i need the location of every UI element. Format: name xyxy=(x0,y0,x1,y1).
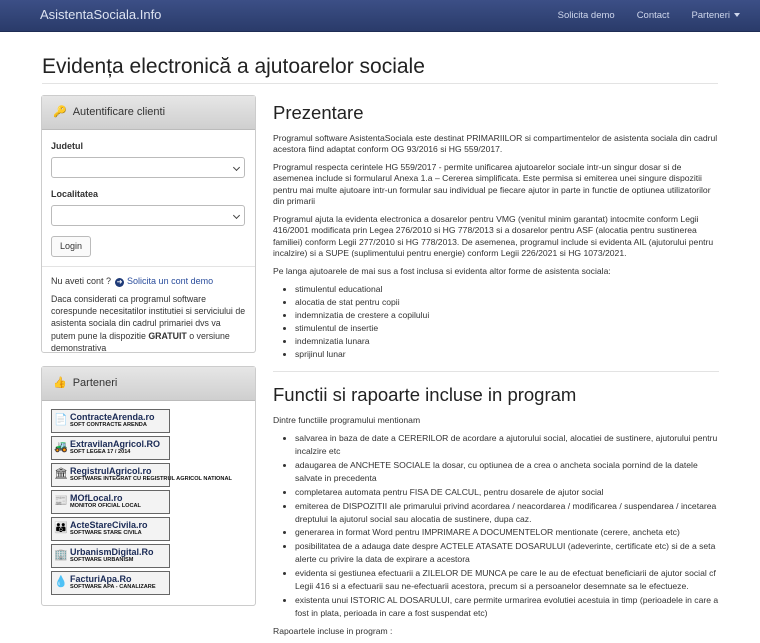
main-content xyxy=(273,100,719,643)
partner-sub: SOFTWARE INTEGRAT CU REGISTRUL AGRICOL NATIONAL xyxy=(70,475,232,482)
assistance-list xyxy=(295,283,719,360)
list-item: • stimulentul de insertie xyxy=(295,322,719,335)
top-navbar xyxy=(0,0,760,32)
partner-name: ContracteArenda.ro xyxy=(70,412,155,423)
brand-link[interactable]: AsistentaSociala.Info xyxy=(40,7,162,23)
key-icon: 🔑 xyxy=(53,105,67,118)
list-item: • generarea in format Word pentru IMPRIMARE A DOCUMENTELOR mentionate (cerere, ancheta etc) xyxy=(295,526,719,539)
partner-name: ExtravilanAgricol.RO xyxy=(70,439,161,450)
judet-select[interactable] xyxy=(51,157,245,178)
list-item: • alocatia de stat pentru copii xyxy=(295,296,719,309)
list-item: • evidenta si gestiunea efectuarii a ZILELOR DE MUNCA pe care le au de efectuat beneficiarii de ajutor social cf Legii 416 si a efectuarii sau ne-efectuarii acestora, precum si a persoanelor desemnate sa le efectueze. xyxy=(295,567,719,593)
login-panel-title: Autentificare clienti xyxy=(72,105,166,118)
list-item: • adaugarea de ANCHETE SOCIALE la dosar, cu optiunea de a crea o ancheta sociala pornind de la datele salvate in precedenta xyxy=(295,459,719,485)
list-item: • sprijinul lunar xyxy=(295,348,719,361)
nav-parteneri-label: Parteneri xyxy=(691,9,730,21)
page-title: Evidența electronică a ajutoarelor sociale xyxy=(42,55,425,78)
partner-sub: MONITOR OFICIAL LOCAL xyxy=(70,502,141,509)
demo-account-link[interactable]: Solicita un cont demo xyxy=(127,276,214,287)
localitate-label: Localitatea xyxy=(51,189,99,200)
partner-name: FacturiApa.Ro xyxy=(70,574,132,585)
partner-name: MOfLocal.ro xyxy=(70,493,123,504)
partner-name: ActeStareCivila.ro xyxy=(70,520,148,531)
partner-sub: SOFT LEGEA 17 / 2014 xyxy=(70,448,131,455)
partner-logo-contractearenda[interactable] xyxy=(51,409,170,433)
functii-title: Functii si rapoarte incluse in program xyxy=(273,383,577,405)
list-item: • existenta unui ISTORIC AL DOSARULUI, care permite urmarirea evolutiei acestuia in timp (perioadele in care a fost in plata, perioada in care a fost suspendat etc) xyxy=(295,594,719,620)
people-icon: 👪 xyxy=(54,522,68,535)
list-item: • stimulentul educational xyxy=(295,283,719,296)
title-divider xyxy=(42,83,718,84)
partner-logo-facturiapa[interactable] xyxy=(51,571,170,595)
caret-down-icon xyxy=(734,13,740,17)
list-item: • emiterea de DISPOZITII ale primarului privind acordarea / neacordarea / modificarea / suspendarea / incetarea dreptului la ajutorul social sau alocatia de sustinere, dupa caz. xyxy=(295,500,719,526)
prezentare-p4: Pe langa ajutoarele de mai sus a fost inclusa si evidenta altor forme de asistenta sociala: xyxy=(273,265,611,276)
login-button[interactable]: Login xyxy=(51,236,91,257)
list-item: • salvarea in baza de date a CERERILOR de acordare a ajutorului social, alocatiei de sustinere, ajutorului pentru incalzire etc xyxy=(295,432,719,458)
section-divider xyxy=(273,371,719,372)
thumbs-up-icon: 👍 xyxy=(53,376,67,389)
login-divider xyxy=(42,266,255,267)
judet-label: Judetul xyxy=(51,141,84,151)
partners-panel-title: Parteneri xyxy=(72,376,118,389)
no-account-text: Nu aveti cont ? xyxy=(51,276,112,287)
info-bold: GRATUIT xyxy=(148,330,187,341)
partner-name: UrbanismDigital.Ro xyxy=(70,547,154,558)
info-pre: Daca considerati ca programul software corespunde necesitatilor institutiei si serviciului de asistenta sociala din cadrul primariei dvs va putem pune la dispozitie xyxy=(51,294,246,341)
nav-parteneri-dropdown[interactable] xyxy=(691,9,740,23)
nav-links xyxy=(558,9,740,23)
partner-sub: SOFTWARE URBANISM xyxy=(70,556,134,563)
seal-icon: 🏛 xyxy=(54,468,68,481)
partners-panel xyxy=(41,366,256,606)
functii-intro: Dintre functiile programului mentionam xyxy=(273,414,421,425)
building-icon: 🏢 xyxy=(54,549,68,562)
nav-contact[interactable]: Contact xyxy=(636,9,670,21)
document-icon: 📄 xyxy=(54,414,68,427)
list-item: • posibilitatea de a adauga date despre ACTELE ATASATE DOSARULUI (adeverinte, certificate etc) si de a seta alerte cu privire la data de expirare a acestora xyxy=(295,540,719,566)
tractor-icon: 🚜 xyxy=(54,441,68,454)
list-item: • indemnizatia lunara xyxy=(295,335,719,348)
login-panel xyxy=(41,95,256,353)
partner-logo-moflocal[interactable] xyxy=(51,490,170,514)
partner-sub: SOFT CONTRACTE ARENDA xyxy=(70,421,147,428)
prezentare-p1: Programul software AsistentaSociala este destinat PRIMARIILOR si compartimentelor de asistenta sociala din cadrul acestora fiind adaptat conform OG 93/2016 si HG 559/2017. xyxy=(273,132,718,155)
partner-logo-urbanismdigital[interactable] xyxy=(51,544,170,568)
partner-sub: SOFTWARE APA - CANALIZARE xyxy=(70,583,156,590)
newspaper-icon: 📰 xyxy=(54,495,68,508)
demo-info-text xyxy=(51,293,246,354)
partners-panel-heading xyxy=(42,367,255,401)
nav-solicita-demo[interactable]: Solicita demo xyxy=(557,9,615,21)
arrow-right-circle-icon: ➜ xyxy=(116,279,123,287)
prezentare-p2: Programul respecta cerintele HG 559/2017 - permite unificarea ajutoarelor sociale intr-un singur dosar si de asemenea include si formularul Anexa 1.a – Cererea simplificata. Este permisa si emiterea unei singure dispozitii pentru mai multe ajutoare intr-un formular sau individual pe fiecare ajutor in parte in functie de optiunea utilizatorilor din primarii xyxy=(273,161,711,207)
partner-logo-actestarecivila[interactable] xyxy=(51,517,170,541)
partner-name: RegistrulAgricol.ro xyxy=(70,466,152,477)
prezentare-title: Prezentare xyxy=(273,102,364,123)
prezentare-p3: Programul ajuta la evidenta electronica a dosarelor pentru VMG (venitul minim garantat) intocmite conform Legii 416/2001 modificata prin Legea 276/2010 si HG 778/2013 si a dosarelor pentru ASF (alocatia pentru sustinerea familiei) conform Legii 277/2010 si HG 778/2013. De asemenea, programul include si evidenta AIL (ajutorului pentru incalzire) si a SUPE (suplimentului pentru energie) conform Legii 226/2021 si HG 1073/2021. xyxy=(273,213,714,259)
partner-sub: SOFTWARE STARE CIVILA xyxy=(70,529,142,536)
functii-outro: Rapoartele incluse in program : xyxy=(273,625,393,636)
functions-list xyxy=(295,432,719,619)
partner-logo-extravilanagricol[interactable] xyxy=(51,436,170,460)
water-drop-icon: 💧 xyxy=(54,576,68,589)
info-post: o versiune demonstrativa xyxy=(51,330,230,353)
list-item: • indemnizatia de crestere a copilului xyxy=(295,309,719,322)
login-panel-heading xyxy=(42,96,255,130)
localitate-select[interactable] xyxy=(51,205,245,226)
partner-logo-registrulagricol[interactable] xyxy=(51,463,232,487)
demo-row xyxy=(51,275,246,288)
list-item: • completarea automata pentru FISA DE CALCUL, pentru dosarele de ajutor social xyxy=(295,486,719,499)
